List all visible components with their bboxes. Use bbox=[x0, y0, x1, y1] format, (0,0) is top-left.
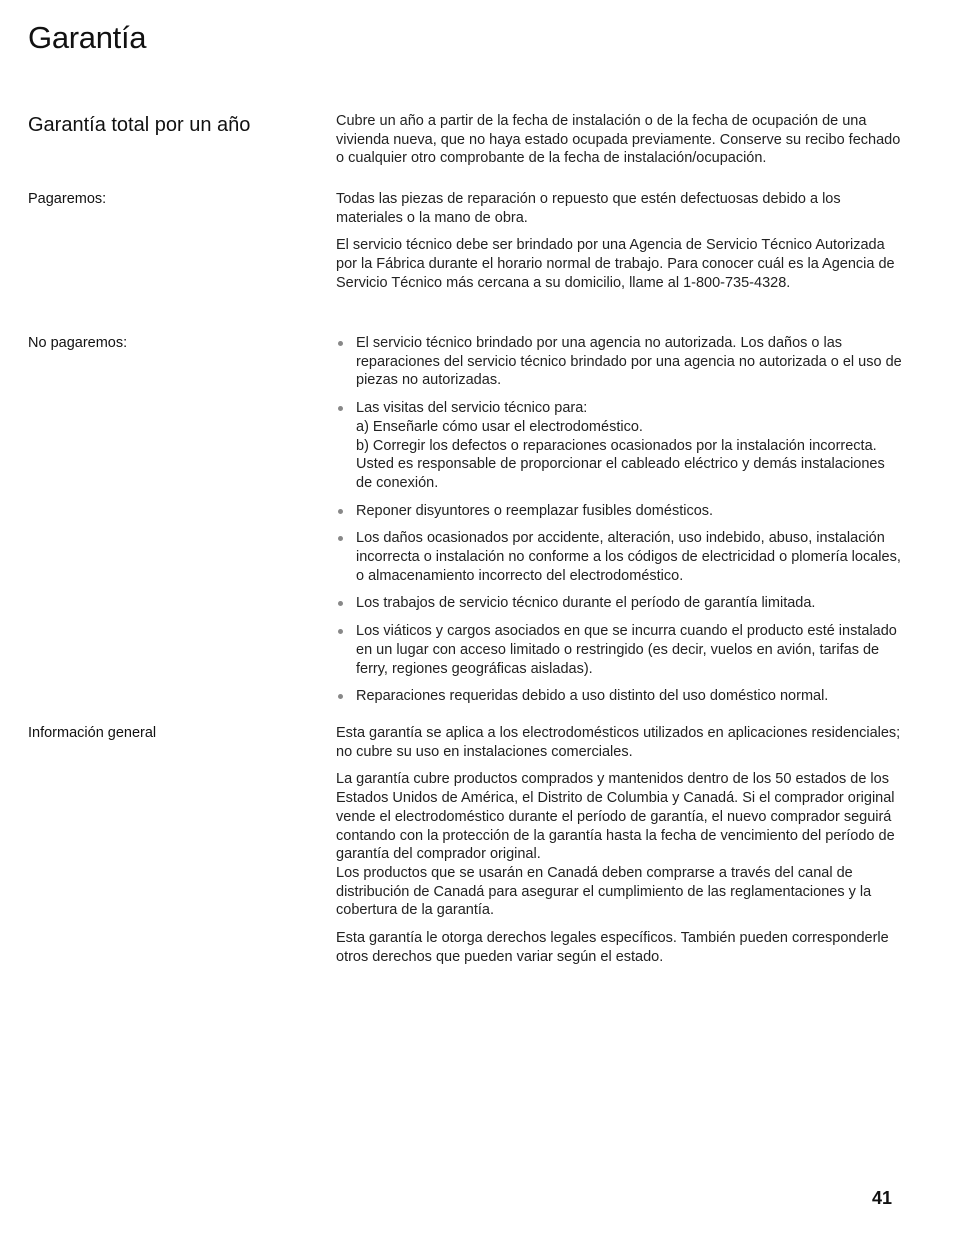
bullet-icon bbox=[338, 509, 343, 514]
we-pay-content bbox=[336, 190, 902, 302]
bullet-icon bbox=[338, 601, 343, 606]
bullet-icon bbox=[338, 694, 343, 699]
list-item bbox=[336, 399, 902, 493]
we-pay-label: Pagaremos: bbox=[28, 191, 107, 207]
full-warranty-content bbox=[336, 112, 902, 177]
list-item-text: Reparaciones requeridas debido a uso distinto del uso doméstico normal. bbox=[356, 688, 829, 705]
general-info-paragraph: Esta garantía se aplica a los electrodomésticos utilizados en aplicaciones residenciales; no cubre su uso en instalaciones comerciales. bbox=[336, 725, 901, 760]
bullet-icon bbox=[338, 536, 343, 541]
list-item-text: b) Corregir los defectos o reparaciones ocasionados por la instalación incorrecta. Usted es responsable de proporcionar el cableado eléctrico y demás instalaciones de conexión. bbox=[356, 437, 885, 491]
general-info-paragraph: Los productos que se usarán en Canadá deben comprarse a través del canal de distribución de Canadá para asegurar el cumplimiento de las reglamentaciones y la cobertura de la garantía. bbox=[336, 864, 872, 919]
general-info-content bbox=[336, 724, 902, 975]
exclusions-list bbox=[336, 334, 902, 706]
general-info-label-column bbox=[28, 724, 318, 743]
list-item-text: Los trabajos de servicio técnico durante el período de garantía limitada. bbox=[356, 595, 816, 612]
page-title: Garantía bbox=[28, 20, 147, 55]
list-item-text: El servicio técnico brindado por una agencia no autorizada. Los daños o las reparaciones del servicio técnico brindado por una agencia no autorizada o el uso de piezas no autorizadas. bbox=[356, 335, 902, 389]
page-number: 41 bbox=[872, 1188, 893, 1208]
list-item bbox=[336, 529, 902, 585]
list-item bbox=[336, 502, 902, 521]
we-pay-paragraph: El servicio técnico debe ser brindado por una Agencia de Servicio Técnico Autorizada por la Fábrica durante el horario normal de trabajo. Para conocer cuál es la Agencia de Servicio Técnico más cercana a su domicilio, llame al 1-800-735-4328. bbox=[336, 237, 895, 291]
list-item bbox=[336, 622, 902, 678]
general-info-paragraph: La garantía cubre productos comprados y mantenidos dentro de los 50 estados de los Estados Unidos de América, el Distrito de Columbia y Canadá. Si el comprador original vende el electrodoméstico durante el período de garantía, el nuevo comprador seguirá contando con la protección de la garantía hasta la fecha de vencimiento del período de garantía del comprador original. bbox=[336, 771, 895, 863]
general-info-paragraph: Esta garantía le otorga derechos legales específicos. También pueden corresponderle otros derechos que pueden variar según el estado. bbox=[336, 930, 889, 965]
general-info-label: Información general bbox=[28, 725, 157, 741]
full-warranty-label-column bbox=[28, 112, 318, 138]
list-item bbox=[336, 334, 902, 390]
list-item-text: a) Enseñarle cómo usar el electrodoméstico. bbox=[356, 418, 643, 435]
bullet-icon bbox=[338, 629, 343, 634]
list-item-text: Las visitas del servicio técnico para: bbox=[356, 400, 588, 417]
list-item-text: Los daños ocasionados por accidente, alteración, uso indebido, abuso, instalación incorrecta o instalación no conforme a los códigos de electricidad o plomería locales, o almacenamiento incorrecto del electrodoméstico. bbox=[356, 530, 901, 584]
list-item-text: Los viáticos y cargos asociados en que se incurra cuando el producto esté instalado en un lugar con acceso limitado o restringido (es decir, vuelos en avión, tarifas de ferry, regiones geográficas aisladas). bbox=[356, 623, 897, 677]
we-pay-label-column bbox=[28, 190, 318, 209]
list-item-text: Reponer disyuntores o reemplazar fusibles domésticos. bbox=[356, 502, 714, 519]
full-warranty-paragraph: Cubre un año a partir de la fecha de instalación o de la fecha de ocupación de una vivienda nueva, que no haya estado ocupada previamente. Conserve su recibo fechado o cualquier otro comprobante de la fecha de instalación/ocupación. bbox=[336, 113, 901, 167]
list-item bbox=[336, 687, 902, 706]
bullet-icon bbox=[338, 406, 343, 411]
we-dont-pay-label: No pagaremos: bbox=[28, 335, 128, 351]
we-pay-paragraph: Todas las piezas de reparación o repuesto que estén defectuosas debido a los materiales o la mano de obra. bbox=[336, 191, 841, 226]
we-dont-pay-label-column bbox=[28, 334, 318, 353]
full-warranty-heading: Garantía total por un año bbox=[28, 114, 251, 136]
bullet-icon bbox=[338, 341, 343, 346]
we-dont-pay-content bbox=[336, 334, 902, 715]
list-item bbox=[336, 594, 902, 613]
